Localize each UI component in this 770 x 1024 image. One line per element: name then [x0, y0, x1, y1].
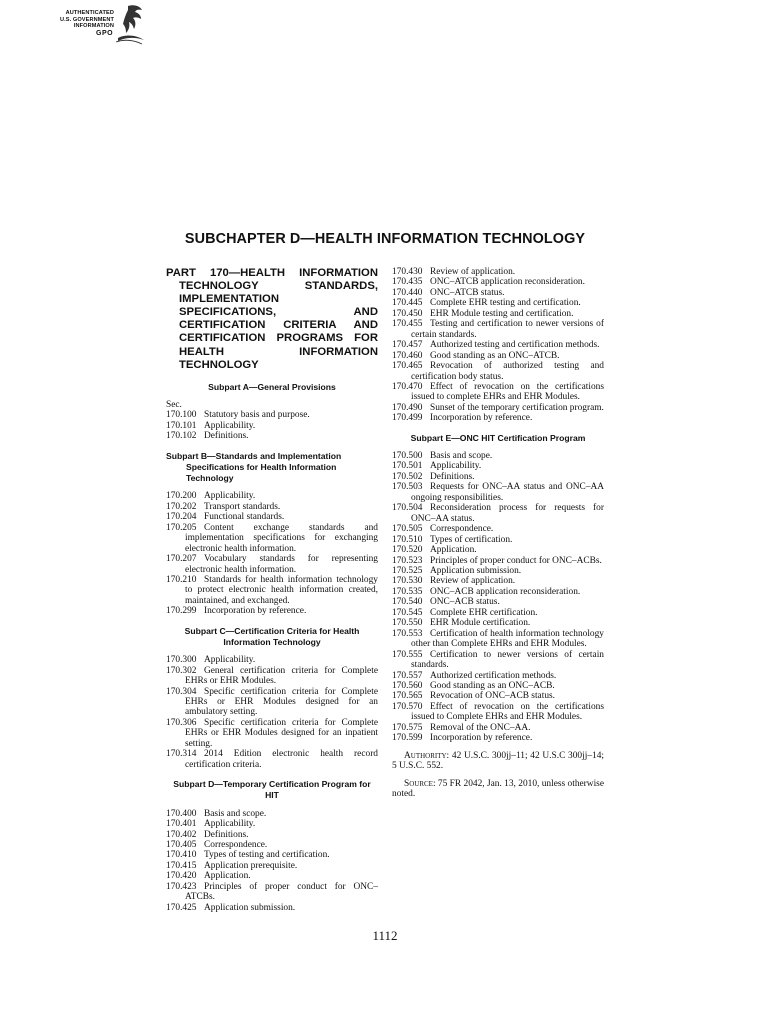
section-number: 170.545 — [392, 607, 423, 618]
section-heading: Complete EHR certification. — [430, 607, 538, 618]
section-number: 170.202 — [166, 501, 197, 512]
source-note — [392, 779, 604, 800]
section-heading: Vocabulary standards for representing electronic health information. — [185, 554, 378, 575]
section-entry — [392, 361, 604, 382]
section-entry — [166, 502, 378, 512]
section-heading: Principles of proper conduct for ONC–ACBs. — [430, 555, 602, 566]
section-entry — [166, 819, 378, 829]
section-entry — [166, 850, 378, 860]
section-number: 170.302 — [166, 665, 197, 676]
section-number: 170.570 — [392, 701, 423, 712]
section-entry — [166, 687, 378, 718]
section-entry — [392, 587, 604, 597]
subpart-d-list-left — [166, 809, 378, 914]
section-label: Sec. — [166, 399, 182, 410]
section-number: 170.402 — [166, 829, 197, 840]
section-entry — [392, 576, 604, 586]
section-number: 170.450 — [392, 308, 423, 319]
subpart-a-list — [166, 410, 378, 441]
section-number: 170.465 — [392, 361, 423, 372]
section-number: 170.503 — [392, 482, 423, 493]
section-entry — [166, 840, 378, 850]
section-heading: Definitions. — [204, 829, 249, 840]
section-entry — [166, 871, 378, 881]
section-number: 170.505 — [392, 524, 423, 535]
section-heading: Requests for ONC–AA status and ONC–AA ongoing responsibilities. — [411, 482, 604, 503]
section-entry — [392, 413, 604, 423]
source-text: : 75 FR 2042, Jan. 13, 2010, unless otherwise noted. — [392, 778, 604, 800]
section-entry — [392, 340, 604, 350]
section-heading: Removal of the ONC–AA. — [430, 722, 531, 733]
section-entry — [392, 524, 604, 534]
section-heading: Correspondence. — [204, 839, 268, 850]
section-number: 170.306 — [166, 717, 197, 728]
section-heading: Applicability. — [204, 491, 256, 502]
section-entry — [166, 410, 378, 420]
section-entry — [166, 421, 378, 431]
section-number: 170.423 — [166, 881, 197, 892]
section-heading: EHR Module testing and certification. — [430, 308, 574, 319]
section-heading: Applicability. — [204, 420, 256, 431]
section-number: 170.599 — [392, 733, 423, 744]
section-heading: Transport standards. — [204, 501, 281, 512]
authority-label: Authority — [404, 750, 447, 761]
section-entry — [166, 575, 378, 606]
section-heading: Sunset of the temporary certification program. — [430, 402, 604, 413]
section-heading: 2014 Edition electronic health record certification criteria. — [185, 749, 378, 770]
section-heading: Certification to newer versions of certain standards. — [411, 649, 604, 671]
section-number: 170.440 — [392, 287, 423, 298]
section-entry — [392, 535, 604, 545]
section-entry — [392, 319, 604, 340]
section-heading: Applicability. — [204, 655, 256, 666]
section-entry — [392, 277, 604, 287]
section-number: 170.100 — [166, 410, 197, 421]
section-heading: Good standing as an ONC–ATCB. — [430, 350, 560, 361]
section-number: 170.523 — [392, 555, 423, 566]
section-number: 170.304 — [166, 686, 197, 697]
section-entry — [392, 403, 604, 413]
section-number: 170.420 — [166, 871, 197, 882]
section-number: 170.553 — [392, 628, 423, 639]
section-number: 170.101 — [166, 420, 197, 431]
section-entry — [166, 491, 378, 501]
section-number: 170.400 — [166, 808, 197, 819]
section-number: 170.102 — [166, 431, 197, 442]
subpart-c-title: Subpart C—Certification Criteria for Health Information Technology — [184, 625, 360, 648]
logo-line-2: U.S. GOVERNMENT — [59, 16, 114, 23]
right-column — [392, 267, 604, 800]
section-heading: Basis and scope. — [204, 808, 267, 819]
authority-note — [392, 751, 604, 772]
source-label: Source — [404, 778, 433, 789]
section-entry — [392, 723, 604, 733]
section-entry — [392, 472, 604, 482]
section-number: 170.455 — [392, 319, 423, 330]
section-heading: Application. — [204, 871, 251, 882]
section-entry — [166, 809, 378, 819]
subpart-d-title: Subpart D—Temporary Certification Program for HIT — [173, 779, 371, 801]
subpart-d-list-right — [392, 267, 604, 424]
subchapter-title: SUBCHAPTER D—HEALTH INFORMATION TECHNOLOGY — [184, 231, 586, 247]
section-number: 170.470 — [392, 381, 423, 392]
subpart-e-title: Subpart E—ONC HIT Certification Program — [410, 432, 586, 443]
section-number: 170.535 — [392, 586, 423, 597]
section-heading: Incorporation by reference. — [430, 733, 533, 744]
section-heading: Basis and scope. — [430, 451, 493, 461]
section-entry — [166, 830, 378, 840]
section-heading: Specific certification criteria for Complete EHRs or EHR Modules designed for an inpatient setting. — [185, 717, 378, 749]
section-heading: ONC–ATCB application reconsideration. — [430, 277, 585, 288]
section-number: 170.425 — [166, 902, 197, 913]
section-entry — [392, 482, 604, 503]
section-entry — [166, 666, 378, 687]
section-heading: Authorized certification methods. — [430, 670, 557, 681]
section-number: 170.204 — [166, 512, 197, 523]
section-heading: Definitions. — [430, 471, 475, 482]
section-heading: Correspondence. — [430, 524, 494, 535]
section-heading: Testing and certification to newer versions of certain standards. — [411, 319, 604, 340]
section-entry — [392, 309, 604, 319]
section-number: 170.575 — [392, 722, 423, 733]
section-entry — [166, 523, 378, 554]
section-heading: Incorporation by reference. — [430, 413, 533, 424]
section-entry — [166, 903, 378, 913]
section-number: 170.550 — [392, 618, 423, 629]
section-number: 170.300 — [166, 655, 197, 666]
part-title: PART 170—HEALTH INFORMATION TECHNOLOGY STANDARDS, IMPLEMENTATION SPECIFICATIONS, AND CERTIFICATION CRITERIA AND CERTIFICATION PROGRAMS FOR HEALTH INFORMATION TECHNOLOGY — [166, 267, 378, 371]
section-number: 170.501 — [392, 461, 423, 472]
section-entry — [392, 597, 604, 607]
section-heading: EHR Module certification. — [430, 618, 531, 629]
subpart-b-title: Subpart B—Standards and Implementation Specifications for Health Information Technology — [166, 450, 342, 484]
section-heading: General certification criteria for Complete EHRs or EHR Modules. — [185, 665, 378, 687]
section-entry — [392, 733, 604, 743]
section-heading: ONC–ACB status. — [430, 597, 500, 608]
section-number: 170.490 — [392, 402, 423, 413]
section-heading: Principles of proper conduct for ONC–ATCBs. — [185, 881, 378, 903]
section-number: 170.540 — [392, 597, 423, 608]
authority-text: : 42 U.S.C. 300jj–11; 42 U.S.C 300jj–14; 5 U.S.C. 552. — [392, 750, 604, 772]
section-entry — [166, 512, 378, 522]
section-entry — [392, 702, 604, 723]
section-number: 170.299 — [166, 606, 197, 617]
section-number: 170.207 — [166, 554, 197, 565]
logo-line-1: AUTHENTICATED — [65, 10, 114, 16]
section-entry — [392, 451, 604, 461]
section-number: 170.200 — [166, 491, 197, 502]
section-heading: Review of application. — [430, 267, 516, 277]
section-heading: Authorized testing and certification methods. — [430, 340, 600, 351]
section-heading: Content exchange standards and implementation specifications for exchanging electronic health information. — [185, 522, 378, 554]
section-number: 170.405 — [166, 839, 197, 850]
section-heading: Specific certification criteria for Complete EHRs or EHR Modules designed for an ambulatory setting. — [185, 686, 378, 718]
section-entry — [392, 556, 604, 566]
section-entry — [392, 545, 604, 555]
subpart-b-list — [166, 491, 378, 616]
section-number: 170.410 — [166, 850, 197, 861]
section-number: 170.499 — [392, 413, 423, 424]
section-entry — [392, 267, 604, 277]
section-heading: Applicability. — [204, 819, 256, 830]
section-number: 170.210 — [166, 575, 197, 585]
section-entry — [166, 749, 378, 770]
subpart-c-list — [166, 655, 378, 770]
section-entry — [392, 691, 604, 701]
section-heading: Types of testing and certification. — [204, 850, 330, 861]
section-heading: Functional standards. — [204, 512, 285, 523]
section-number: 170.435 — [392, 277, 423, 288]
section-number: 170.445 — [392, 298, 423, 309]
section-heading: Certification of health information technology other than Complete EHRs and EHR Modules. — [411, 628, 604, 650]
section-heading: Good standing as an ONC–ACB. — [430, 680, 555, 691]
section-heading: Review of application. — [430, 576, 516, 587]
section-heading: Effect of revocation on the certifications issued to complete EHRs and EHR Modules. — [411, 381, 604, 403]
logo-gpo: GPO — [96, 30, 114, 37]
section-entry — [392, 503, 604, 524]
section-entry — [392, 618, 604, 628]
section-entry — [392, 608, 604, 618]
section-entry — [392, 351, 604, 361]
subpart-e-list — [392, 451, 604, 744]
section-number: 170.560 — [392, 680, 423, 691]
section-number: 170.525 — [392, 565, 423, 576]
section-heading: Applicability. — [430, 461, 482, 472]
section-number: 170.500 — [392, 451, 423, 461]
left-column — [166, 267, 378, 913]
section-heading: Revocation of authorized testing and certification body status. — [411, 361, 604, 382]
section-heading: Application submission. — [204, 902, 296, 913]
section-number: 170.314 — [166, 749, 197, 760]
section-entry — [392, 298, 604, 308]
eagle-icon — [114, 4, 146, 46]
section-entry — [166, 655, 378, 665]
section-heading: Application prerequisite. — [204, 860, 298, 871]
gpo-authentication-logo — [56, 4, 146, 48]
section-number: 170.555 — [392, 649, 423, 660]
section-number: 170.205 — [166, 522, 197, 533]
section-heading: Effect of revocation on the certifications issued to Complete EHRs and EHR Modules. — [411, 701, 604, 723]
section-heading: Application. — [430, 545, 477, 556]
section-number: 170.504 — [392, 503, 423, 514]
section-heading: ONC–ACB application reconsideration. — [430, 586, 581, 597]
logo-text — [56, 10, 114, 30]
section-entry — [392, 382, 604, 403]
section-entry — [166, 431, 378, 441]
logo-line-3: INFORMATION — [73, 23, 114, 30]
section-number: 170.502 — [392, 471, 423, 482]
section-entry — [166, 882, 378, 903]
section-entry — [166, 718, 378, 749]
section-number: 170.401 — [166, 819, 197, 830]
section-heading: Application submission. — [430, 565, 522, 576]
section-number: 170.457 — [392, 340, 423, 351]
section-heading: Revocation of ONC–ACB status. — [430, 691, 555, 702]
section-number: 170.460 — [392, 350, 423, 361]
section-number: 170.557 — [392, 670, 423, 681]
section-heading: Standards for health information technology to protect electronic health information created, maintained, and exchanged. — [185, 575, 378, 606]
section-entry — [392, 461, 604, 471]
section-number: 170.565 — [392, 691, 423, 702]
section-heading: Incorporation by reference. — [204, 606, 307, 617]
page-number: 1112 — [372, 928, 398, 943]
section-number: 170.430 — [392, 267, 423, 277]
section-heading: Definitions. — [204, 431, 249, 442]
section-entry — [166, 606, 378, 616]
section-heading: Complete EHR testing and certification. — [430, 298, 581, 309]
section-number: 170.415 — [166, 860, 197, 871]
section-entry — [166, 554, 378, 575]
section-entry — [392, 629, 604, 650]
section-entry — [392, 650, 604, 671]
section-entry — [392, 681, 604, 691]
section-entry — [166, 861, 378, 871]
section-entry — [392, 288, 604, 298]
section-number: 170.510 — [392, 534, 423, 545]
section-number: 170.520 — [392, 545, 423, 556]
section-number: 170.530 — [392, 576, 423, 587]
section-heading: ONC–ATCB status. — [430, 287, 505, 298]
section-entry — [392, 566, 604, 576]
subpart-a-title: Subpart A—General Provisions — [208, 381, 336, 392]
section-heading: Reconsideration process for requests for ONC–AA status. — [411, 503, 604, 524]
section-heading: Statutory basis and purpose. — [204, 410, 310, 421]
section-heading: Types of certification. — [430, 534, 513, 545]
section-entry — [392, 671, 604, 681]
